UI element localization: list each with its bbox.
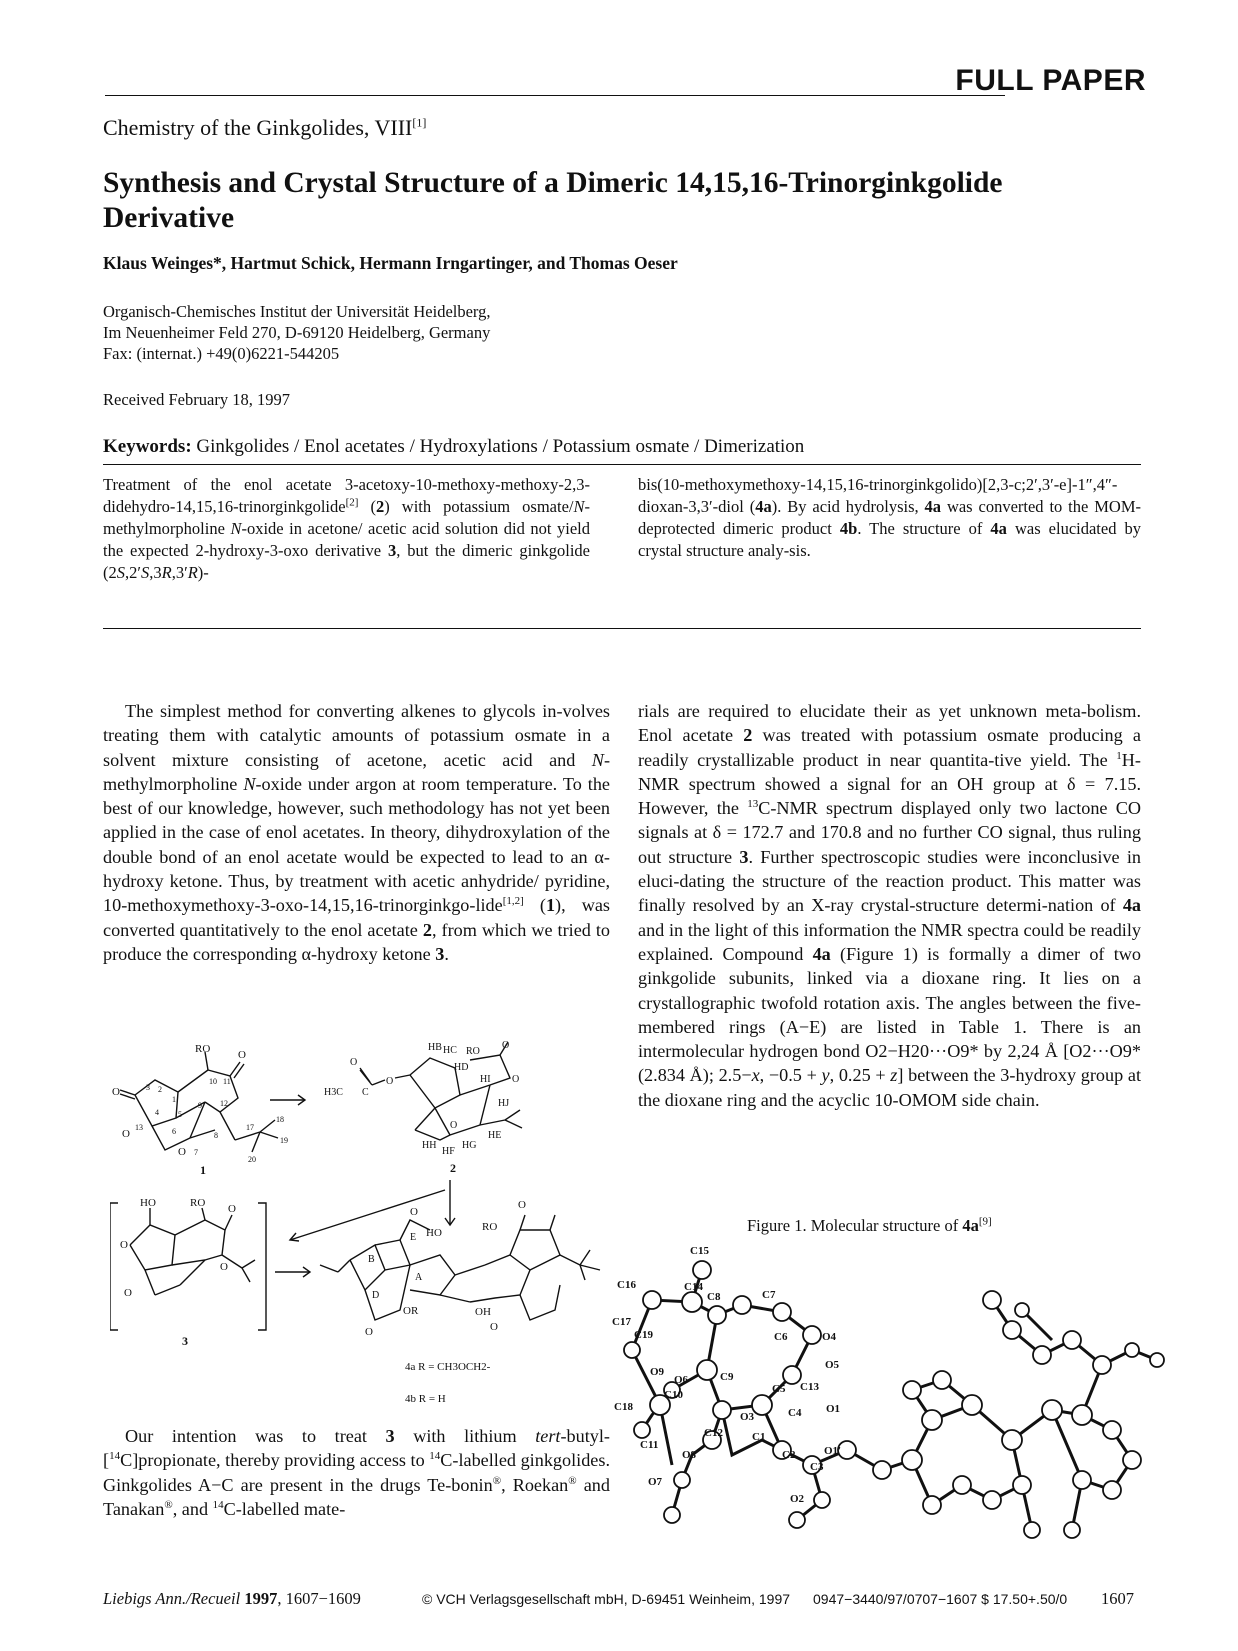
atom-label: O — [112, 1086, 120, 1098]
body-right-para — [638, 699, 1141, 1112]
text: , Roekan — [501, 1474, 569, 1495]
paragraph — [638, 699, 1141, 1112]
atom-label: 12 — [220, 1099, 228, 1108]
atom-label: 8 — [214, 1131, 218, 1140]
keywords — [103, 436, 804, 458]
abstract-left — [103, 474, 590, 584]
series-ref: [1] — [412, 115, 427, 130]
abstract-italic: S — [116, 563, 125, 582]
text: H-NMR spectrum showed a signal for an OH group at δ = 7.15. However, the — [638, 749, 1141, 819]
abstract-right — [638, 474, 1141, 562]
journal-name: Liebigs Ann./Recueil — [103, 1589, 241, 1608]
text: , and — [172, 1498, 213, 1519]
atom-label: O — [238, 1049, 246, 1061]
text: was treated with potassium osmate producing a readily crystallizable product in near quantita-tive yield. The — [638, 725, 1141, 770]
atom-label: C16 — [617, 1279, 636, 1291]
superscript: ® — [164, 1498, 173, 1511]
text: and Tanakan — [103, 1474, 610, 1519]
page-number: 1607 — [1101, 1589, 1134, 1608]
compound-4a-label: 4a R = CH3OCH2- — [405, 1361, 491, 1373]
atom-label: RO — [482, 1221, 498, 1233]
atoms — [624, 1261, 1164, 1538]
abstract-italic: N — [573, 497, 585, 516]
citation: [1,2] — [502, 895, 524, 908]
footer-code: 0947−3440/97/0707−1607 $ 17.50+.50/0 — [813, 1591, 1068, 1607]
superscript: 14 — [109, 1450, 121, 1463]
structure-1-labels — [112, 1043, 288, 1177]
italic: N — [243, 773, 256, 794]
atom-label: HH — [422, 1140, 437, 1151]
atom-label: HO — [140, 1197, 156, 1209]
atom-label: 17 — [246, 1123, 254, 1132]
atom-label: 7 — [194, 1148, 198, 1157]
atom-label: C8 — [707, 1291, 721, 1303]
text: ( — [523, 895, 546, 916]
structure-4-labels — [365, 1199, 526, 1405]
atom-label: C18 — [614, 1401, 633, 1413]
atom-label: O — [450, 1120, 458, 1131]
text: -butyl-[ — [103, 1426, 610, 1471]
atom-label: C14 — [684, 1281, 703, 1293]
atom-label: O — [122, 1128, 130, 1140]
ring-label: D — [372, 1290, 380, 1301]
structure-2-labels — [324, 1040, 519, 1175]
ring-label: E — [410, 1232, 417, 1243]
atom-label: H3C — [324, 1087, 343, 1098]
atom-label: 19 — [280, 1136, 288, 1145]
compound-number: 2 — [422, 919, 432, 940]
abstract-italic: N — [230, 519, 242, 538]
atom-label: C9 — [720, 1371, 734, 1383]
atom-label: RO — [466, 1046, 480, 1057]
compound-number: 3 — [435, 943, 445, 964]
abstract-text: ) with potassium osmate/ — [384, 497, 574, 516]
atom-label: C12 — [704, 1427, 723, 1439]
abstract-text: was elucidated by crystal structure analy-sis. — [638, 519, 1141, 560]
atom-label: C13 — [800, 1381, 819, 1393]
text: . Further spectroscopic studies were inconclusive in eluci-dating the structure of the reaction product. This matter was finally resolved by an X-ray crystal-structure determi-nation of — [638, 846, 1142, 916]
atom-label: O — [512, 1074, 520, 1085]
abstract-text: -methylmorpholine — [103, 497, 590, 538]
compound-number: 3 — [387, 541, 397, 560]
atom-label: O — [410, 1206, 418, 1218]
atom-label: 1 — [172, 1095, 176, 1104]
abstract-text: ( — [358, 497, 376, 516]
abstract-italic: S — [140, 563, 150, 582]
atom-label: O — [350, 1057, 358, 1068]
atom-label: O — [502, 1040, 510, 1051]
text: C-labelled mate- — [223, 1498, 346, 1519]
affiliation-line: Organisch-Chemisches Institut der Universität Heidelberg, — [103, 302, 491, 321]
atom-label: HC — [443, 1045, 457, 1056]
atom-label: C1 — [752, 1431, 766, 1443]
structure-4 — [320, 1215, 600, 1320]
compound-number: 3 — [739, 846, 749, 867]
affiliation-line: Im Neuenheimer Feld 270, D-69120 Heidelberg, Germany — [103, 323, 491, 342]
title-line-2: Derivative — [103, 202, 235, 234]
compound-number: 3 — [385, 1426, 395, 1446]
atom-label: HG — [462, 1140, 477, 1151]
compound-label: 3 — [182, 1334, 188, 1348]
atom-label: C2 — [782, 1449, 796, 1461]
compound-number: 4a — [812, 943, 831, 964]
atom-label: O — [365, 1326, 373, 1338]
atom-label: C6 — [774, 1331, 788, 1343]
text: Our intention was to treat — [125, 1426, 386, 1446]
abstract-text: ). By acid hydrolysis, — [771, 497, 925, 516]
compound-number: 4a — [1122, 895, 1141, 916]
atom-label: C — [362, 1087, 369, 1098]
atom-label: 13 — [135, 1123, 143, 1132]
body-left-para-2 — [103, 1424, 610, 1521]
text: rials are required to elucidate their as yet unknown meta-bolism. Enol acetate — [638, 701, 1141, 746]
compound-number: 4a — [755, 497, 772, 516]
abstract-bottom-rule — [103, 628, 1141, 629]
text: , −0.5 + — [759, 1065, 822, 1086]
compound-label: 2 — [450, 1161, 456, 1175]
atom-label: HE — [488, 1130, 502, 1141]
atom-label: C3 — [810, 1461, 824, 1473]
atom-label: O3 — [740, 1411, 755, 1423]
paragraph — [103, 699, 610, 966]
atom-label: HI — [480, 1074, 491, 1085]
structure-3 — [110, 1203, 266, 1330]
italic: y — [821, 1065, 830, 1086]
abstract-text: . The structure of — [857, 519, 991, 538]
atom-label: C11 — [640, 1439, 659, 1451]
section-label: FULL PAPER — [955, 64, 1146, 97]
atom-label: 2 — [158, 1085, 162, 1094]
atom-label: C10 — [664, 1389, 683, 1401]
series-text: Chemistry of the Ginkgolides, VIII — [103, 115, 413, 140]
abstract-text: ,3 — [149, 563, 162, 582]
abstract-text: ,2′ — [125, 563, 141, 582]
journal-pages: , 1607−1609 — [277, 1589, 361, 1608]
abstract-top-rule — [103, 464, 1141, 465]
superscript: 13 — [747, 798, 759, 811]
atom-label: C4 — [788, 1407, 802, 1419]
authors: Klaus Weinges*, Hartmut Schick, Hermann Irngartinger, and Thomas Oeser — [103, 253, 678, 273]
atom-label: 11 — [223, 1077, 231, 1086]
text: -oxide under argon at room temperature. To the best of our knowledge, however, such methodology has not yet been applied in the case of enol acetates. In theory, dihydroxylation of the double bond of an enol acetate would be expected to lead to an α-hydroxy ketone. Thus, by treatment with acetic anhydride/ pyridine, 10-methoxymethoxy-3-oxo-14,15,16-trinorginkgo-lide — [103, 773, 610, 916]
atom-label: 3 — [146, 1083, 150, 1092]
atom-label: O7 — [648, 1476, 663, 1488]
atom-label: 6 — [172, 1127, 176, 1136]
citation: [9] — [978, 1215, 992, 1228]
abstract-italic: R — [161, 563, 172, 582]
text: . — [444, 943, 449, 964]
atom-label: O — [228, 1203, 236, 1215]
atom-label: C5 — [772, 1383, 786, 1395]
abstract-text: bis(10-methoxymethoxy-14,15,16-trinorginkgolido)[2,3-c;2′,3′-e]-1″,4″-dioxan-3,3′-diol ( — [638, 475, 1118, 516]
keywords-label: Keywords: — [103, 436, 192, 457]
atom-label: C7 — [762, 1289, 776, 1301]
text: (Figure 1) is formally a dimer of two ginkgolide subunits, linked via a dioxane ring. It lies on a crystallographic twofold rotation axis. The angles between the five-membered rings (A−E) are listed in Table 1. There is an intermolecular hydrogen bond O2−H20···O9* by 2,24 Å [O2···O9* (2.834 Å); 2.5− — [638, 943, 1141, 1086]
citation: [2] — [345, 496, 359, 509]
atom-label: O6 — [674, 1374, 689, 1386]
atom-label: HD — [454, 1062, 469, 1073]
atom-label: O — [178, 1146, 186, 1158]
journal-year: 1997 — [244, 1589, 278, 1608]
compound-number: 4a — [962, 1216, 979, 1235]
abstract-text: was converted to the MOM-deprotected dimeric product — [638, 497, 1141, 538]
atom-label: C17 — [612, 1316, 631, 1328]
text: ] between the 3-hydroxy group at the dioxane ring and the acyclic 10-OMOM side chain. — [638, 1065, 1141, 1110]
atom-label: O2 — [790, 1493, 805, 1505]
italic: z — [890, 1065, 898, 1086]
superscript: ® — [492, 1474, 502, 1487]
atom-label: RO — [195, 1043, 211, 1055]
superscript: 1 — [1116, 749, 1122, 762]
atom-label: O — [518, 1199, 526, 1211]
caption-text: Figure 1. Molecular structure of — [747, 1216, 963, 1235]
abstract-text: )- — [197, 563, 209, 582]
ring-label: A — [415, 1272, 423, 1283]
footer-citation — [103, 1589, 361, 1609]
figure-caption — [747, 1216, 992, 1236]
superscript: 14 — [212, 1498, 224, 1511]
affiliation-line: Fax: (internat.) +49(0)6221-544205 — [103, 344, 340, 363]
compound-number: 4b — [839, 519, 858, 538]
compound-4b-label: 4b R = H — [405, 1393, 446, 1405]
text: , 0.25 + — [829, 1065, 891, 1086]
abstract-italic: R — [187, 563, 198, 582]
atom-label: 9 — [198, 1101, 202, 1110]
title-line-1: Synthesis and Crystal Structure of a Dimeric 14,15,16-Trinorginkgolide — [103, 167, 1003, 199]
paragraph — [103, 1424, 610, 1521]
header-rule — [105, 95, 1005, 96]
atom-label: O — [120, 1239, 128, 1251]
atom-label: HO — [426, 1227, 442, 1239]
atom-label: OH — [475, 1306, 491, 1318]
atom-label: O — [386, 1076, 394, 1087]
atom-label: RO — [190, 1197, 206, 1209]
compound-number: 2 — [743, 725, 753, 746]
compound-number: 4a — [990, 519, 1007, 538]
atom-label: HB — [428, 1042, 442, 1053]
atom-label: HJ — [498, 1098, 510, 1109]
superscript: 14 — [429, 1450, 441, 1463]
abstract-text: Treatment of the enol acetate 3-acetoxy-10-methoxy-methoxy-2,3-didehydro-14,15,16-trinorginkgolide — [103, 475, 590, 516]
atom-label: C15 — [690, 1245, 709, 1257]
text: ), was converted quantitatively to the enol acetate — [103, 895, 611, 940]
compound-number: 2 — [375, 497, 385, 516]
atom-label: 10 — [209, 1077, 217, 1086]
text: , from which we tried to produce the corresponding α-hydroxy ketone — [103, 919, 611, 964]
reaction-scheme — [110, 1040, 630, 1410]
text: and in the light of this information the NMR spectra could be readily explained. Compound — [638, 919, 1141, 964]
atom-label: O8 — [682, 1449, 697, 1461]
structure-2 — [360, 1042, 522, 1140]
atom-label: O — [490, 1321, 498, 1333]
atom-label: 4 — [155, 1108, 159, 1117]
affiliation — [103, 301, 491, 364]
atom-label: O9 — [650, 1366, 665, 1378]
keywords-list: Ginkgolides / Enol acetates / Hydroxylations / Potassium osmate / Dimerization — [196, 436, 805, 457]
text: The simplest method for converting alkenes to glycols in-volves treating them with catalytic amounts of potassium osmate in a solvent mixture consisting of acetone, acetic acid and — [103, 701, 610, 770]
italic: x — [751, 1065, 760, 1086]
atom-label: O4 — [822, 1331, 837, 1343]
molecular-structure-figure — [612, 1240, 1172, 1560]
atom-label: O — [124, 1287, 132, 1299]
structure-3-labels — [120, 1197, 236, 1348]
superscript: ® — [568, 1474, 577, 1487]
abstract-text: -oxide in acetone/ acetic acid solution did not yield the expected 2-hydroxy-3-oxo derivative — [103, 519, 590, 560]
atom-label: HF — [442, 1146, 455, 1157]
italic: N — [591, 749, 604, 770]
atom-label: O1 — [826, 1403, 841, 1415]
text: C-labelled ginkgolides. Ginkgolides A−C are present in the drugs Te-bonin — [103, 1450, 611, 1495]
text: -methylmorpholine — [103, 749, 610, 794]
italic: tert — [535, 1426, 561, 1446]
text: with lithium — [394, 1426, 536, 1446]
article-title — [103, 166, 1103, 236]
ring-label: B — [368, 1254, 375, 1265]
atom-label: C19 — [634, 1329, 653, 1341]
atom-label: 20 — [248, 1155, 256, 1164]
received-date: Received February 18, 1997 — [103, 390, 290, 409]
arrow-3-to-4 — [275, 1267, 310, 1277]
series-title — [103, 115, 426, 141]
atom-label: O1' — [824, 1445, 842, 1457]
compound-label: 1 — [200, 1163, 206, 1177]
arrow-1-to-2 — [270, 1095, 305, 1105]
atom-label: O — [220, 1261, 228, 1273]
abstract-text: , but the dimeric ginkgolide (2 — [103, 541, 591, 582]
atom-label: 18 — [276, 1115, 284, 1124]
text: C-NMR spectrum displayed only two lactone CO signals at δ = 172.7 and 170.8 and no further CO signal, thus ruling out structure — [638, 798, 1142, 867]
compound-number: 1 — [545, 895, 556, 916]
footer-publisher: © VCH Verlagsgesellschaft mbH, D-69451 Weinheim, 1997 — [422, 1591, 791, 1607]
compound-number: 4a — [924, 497, 942, 516]
body-left-para-1 — [103, 699, 610, 966]
atom-label: O5 — [825, 1359, 840, 1371]
abstract-text: ,3′ — [171, 563, 188, 582]
atom-label: OR — [403, 1305, 419, 1317]
atom-label: 5 — [178, 1110, 182, 1119]
text: C]propionate, thereby providing access to — [120, 1450, 430, 1471]
